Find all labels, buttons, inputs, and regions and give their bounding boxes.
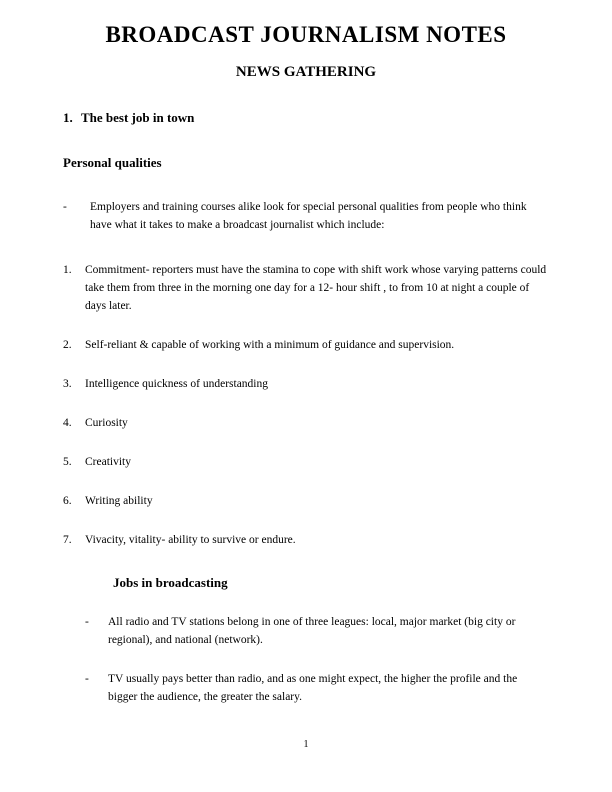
intro-bullet: [63, 198, 549, 234]
dash-marker: -: [85, 616, 89, 628]
section-number: 1.: [63, 110, 73, 125]
list-item-number: 6.: [63, 495, 72, 507]
page-number: 1: [303, 739, 309, 750]
document-body: [0, 109, 612, 706]
list-item: [63, 336, 549, 354]
personal-qualities-heading: Personal qualities: [63, 155, 162, 170]
qualities-list: [63, 261, 549, 549]
list-item: [63, 531, 549, 549]
list-item: [63, 375, 549, 393]
list-item: [63, 613, 549, 649]
dash-marker: -: [85, 673, 89, 685]
jobs-heading: Jobs in broadcasting: [113, 575, 228, 590]
document-title: BROADCAST JOURNALISM NOTES: [105, 22, 507, 47]
list-item-text: Vivacity, vitality- ability to survive or endure.: [85, 534, 296, 546]
intro-bullet-text: Employers and training courses alike look for special personal qualities from people who think have what it takes to make a broadcast journalist which include:: [90, 201, 527, 231]
list-item: [63, 261, 549, 315]
section-title: The best job in town: [81, 110, 195, 125]
list-item: [63, 670, 549, 706]
list-item-number: 7.: [63, 534, 72, 546]
list-item-text: Self-reliant & capable of working with a minimum of guidance and supervision.: [85, 339, 455, 351]
list-item-number: 3.: [63, 378, 72, 390]
section-heading: [63, 109, 549, 127]
list-item: [63, 492, 549, 510]
list-item-number: 4.: [63, 417, 72, 429]
list-item-text: Intelligence quickness of understanding: [85, 378, 268, 390]
list-item-text: Curiosity: [85, 417, 128, 429]
list-item: [63, 453, 549, 471]
list-item: [63, 414, 549, 432]
list-item-number: 2.: [63, 339, 72, 351]
jobs-list: [63, 613, 549, 706]
list-item-text: Commitment- reporters must have the stamina to cope with shift work whose varying patterns could take them from three in the morning one day for a 12- hour shift , to from 10 at night a couple of days later.: [85, 264, 547, 312]
list-item-number: 1.: [63, 264, 72, 276]
document-subtitle: NEWS GATHERING: [235, 64, 377, 80]
dash-marker: -: [63, 201, 67, 213]
list-item-number: 5.: [63, 456, 72, 468]
list-item-text: TV usually pays better than radio, and as one might expect, the higher the profile and the bigger the audience, the greater the salary.: [108, 673, 518, 703]
list-item-text: Writing ability: [85, 495, 153, 507]
list-item-text: All radio and TV stations belong in one of three leagues: local, major market (big city or regional), and national (network).: [108, 616, 516, 646]
list-item-text: Creativity: [85, 456, 131, 468]
